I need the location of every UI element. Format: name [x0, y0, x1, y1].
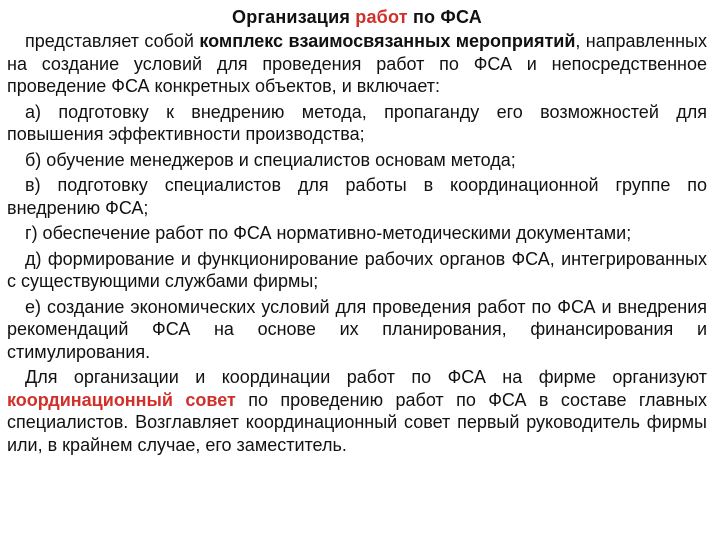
slide-title	[7, 6, 707, 28]
intro-prefix: представляет собой	[25, 31, 194, 51]
title-accent-word: работ	[355, 7, 408, 27]
list-item-d: г) обеспечение работ по ФСА нормативно-методическими документами;	[25, 223, 632, 243]
final-rest: по проведению работ по ФСА в составе главных специалистов. Возглавляет координационный совет первый руководитель фирмы или, в крайнем случае, его заместитель.	[7, 389, 707, 455]
intro-rest: , направленных на создание условий для проведения работ по ФСА и непосредственное проведение ФСА конкретных объектов, и включает:	[7, 31, 707, 96]
list-item-b: б) обучение менеджеров и специалистов основам метода;	[25, 149, 516, 170]
title-part-3: по ФСА	[412, 7, 482, 27]
list-item-f: е) создание экономических условий для проведения работ по ФСА и внедрения рекомендаций ФСА на основе их планирования, финансирования и стимулирования.	[7, 296, 707, 362]
list-item-a: а) подготовку к внедрению метода, пропаганду его возможностей для повышения эффективности производства;	[7, 101, 707, 144]
intro-bold-phrase: комплекс взаимосвязанных мероприятий	[199, 31, 576, 51]
slide	[7, 0, 707, 540]
title-part-1: Организация	[232, 7, 351, 27]
final-highlight: координационный совет	[7, 389, 236, 410]
intro-paragraph	[7, 30, 707, 98]
final-paragraph	[7, 366, 707, 456]
final-prefix: Для организации и координации работ по ФСА на фирме организуют	[25, 367, 707, 387]
list-item-e: д) формирование и функционирование рабочих органов ФСА, интегрированных с существующими службами фирмы;	[7, 248, 707, 291]
list-item-c: в) подготовку специалистов для работы в координационной группе по внедрению ФСА;	[7, 175, 707, 218]
